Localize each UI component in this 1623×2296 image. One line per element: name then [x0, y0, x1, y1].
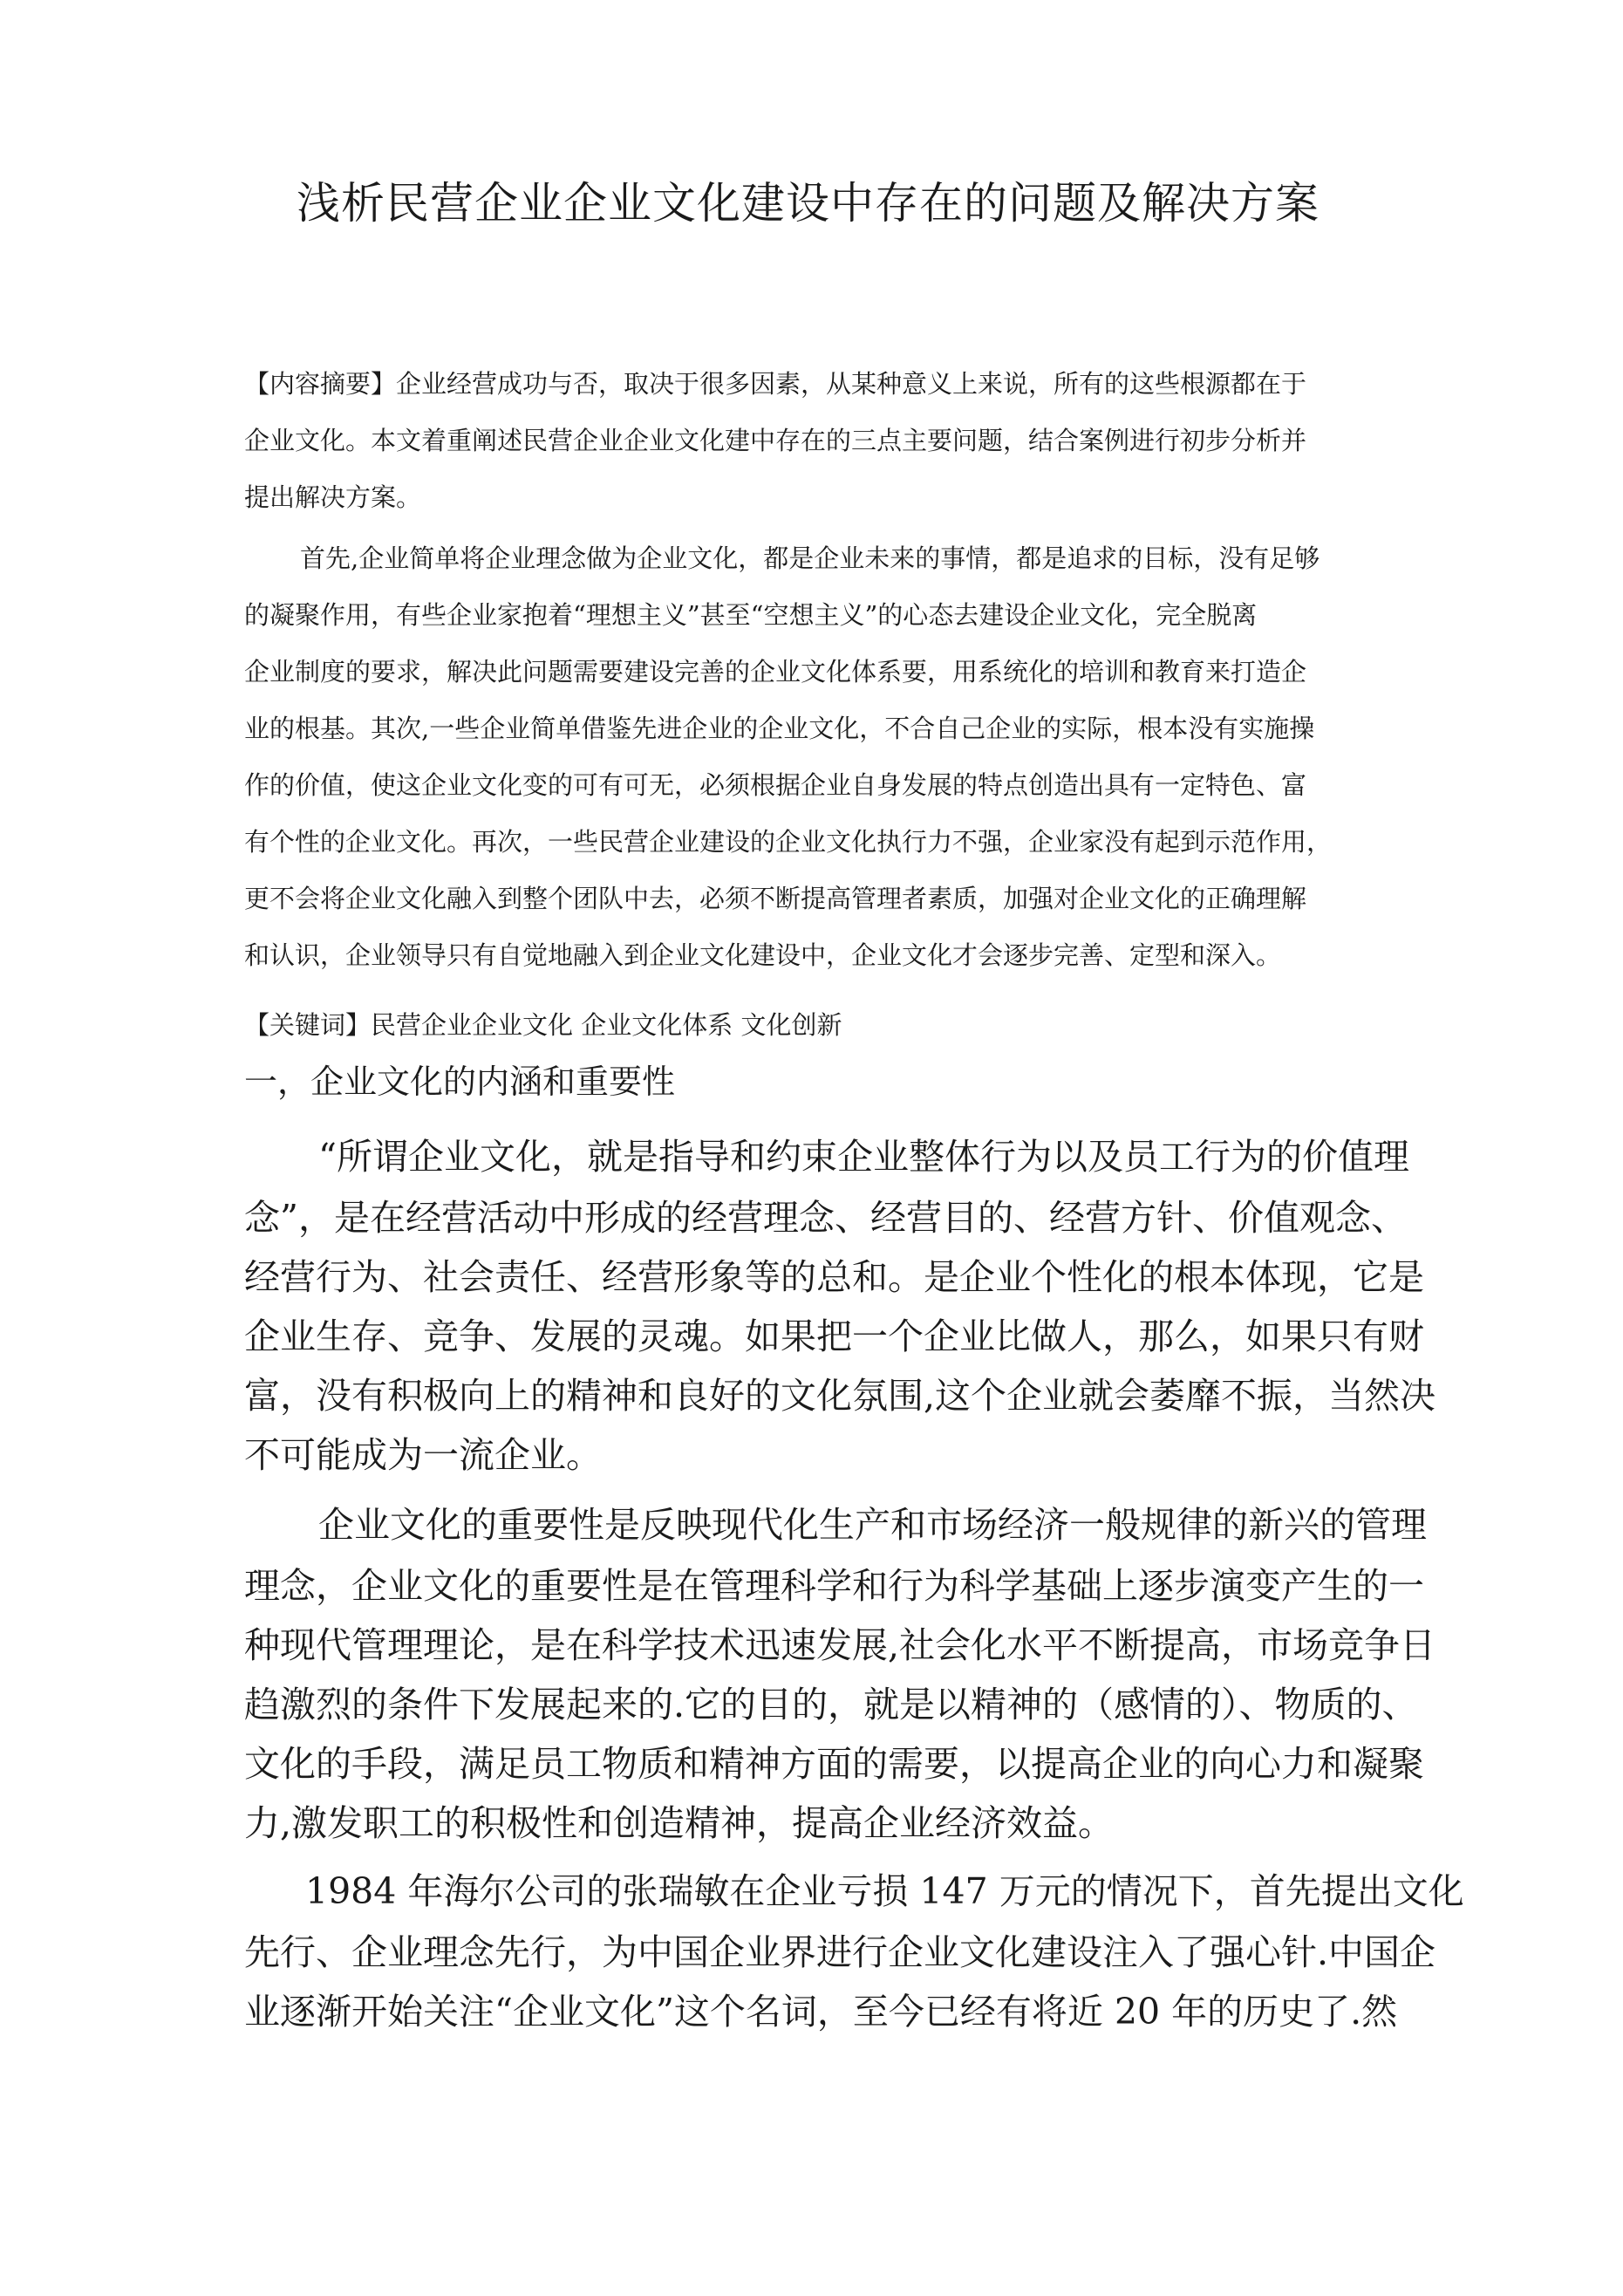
body-line: “所谓企业文化，就是指导和约束企业整体行为以及员工行为的价值理	[318, 1136, 1409, 1178]
abstract-line: 和认识，企业领导只有自觉地融入到企业文化建设中，企业文化才会逐步完善、定型和深入。	[244, 940, 1282, 970]
abstract-line: 企业文化。本文着重阐述民营企业企业文化建中存在的三点主要问题，结合案例进行初步分析并	[244, 426, 1307, 455]
body-line: 念”，是在经营活动中形成的经营理念、经营目的、经营方针、价值观念、	[244, 1197, 1407, 1239]
abstract-line: 【内容摘要】企业经营成功与否，取决于很多因素，从某种意义上来说，所有的这些根源都在于	[244, 369, 1307, 399]
abstract-line: 首先,企业简单将企业理念做为企业文化，都是企业未来的事情，都是追求的目标，没有足够	[300, 543, 1320, 573]
abstract-line: 提出解决方案。	[244, 482, 422, 512]
body-line: 1984 年海尔公司的张瑞敏在企业亏损 147 万元的情况下，首先提出文化	[305, 1870, 1464, 1912]
body-line: 先行、企业理念先行，为中国企业界进行企业文化建设注入了强心针.中国企	[244, 1931, 1436, 1973]
document-title: 浅析民营企业企业文化建设中存在的问题及解决方案	[297, 178, 1320, 229]
body-line: 富，没有积极向上的精神和良好的文化氛围,这个企业就会萎靡不振，当然决	[244, 1375, 1436, 1417]
body-line: 趋激烈的条件下发展起来的.它的目的，就是以精神的（感情的）、物质的、	[244, 1684, 1418, 1725]
abstract-line: 业的根基。其次,一些企业简单借鉴先进企业的企业文化，不合自己企业的实际，根本没有实施操	[244, 714, 1315, 743]
body-line: 理念，企业文化的重要性是在管理科学和行为科学基础上逐步演变产生的一	[244, 1565, 1424, 1607]
section-heading: 一，企业文化的内涵和重要性	[244, 1063, 676, 1101]
body-line: 文化的手段，满足员工物质和精神方面的需要，以提高企业的向心力和凝聚	[244, 1743, 1424, 1785]
body-line: 力,激发职工的积极性和创造精神，提高企业经济效益。	[244, 1802, 1115, 1844]
abstract-line: 更不会将企业文化融入到整个团队中去，必须不断提高管理者素质，加强对企业文化的正确理解	[244, 884, 1307, 913]
body-line: 业逐渐开始关注“企业文化”这个名词，至今已经有将近 20 年的历史了.然	[244, 1991, 1398, 2033]
body-line: 不可能成为一流企业。	[244, 1434, 602, 1476]
body-line: 企业生存、竞争、发展的灵魂。如果把一个企业比做人，那么，如果只有财	[244, 1315, 1424, 1357]
abstract-line: 作的价值，使这企业文化变的可有可无，必须根据企业自身发展的特点创造出具有一定特色、富	[244, 770, 1307, 800]
body-line: 经营行为、社会责任、经营形象等的总和。是企业个性化的根本体现，它是	[244, 1256, 1424, 1298]
abstract-line: 的凝聚作用，有些企业家抱着“理想主义”甚至“空想主义”的心态去建设企业文化，完全脱离	[244, 600, 1258, 630]
body-line: 企业文化的重要性是反映现代化生产和市场经济一般规律的新兴的管理	[318, 1504, 1427, 1546]
abstract-line: 有个性的企业文化。再次，一些民营企业建设的企业文化执行力不强，企业家没有起到示范作用，	[244, 827, 1333, 857]
keywords-line: 【关键词】民营企业企业文化 企业文化体系 文化创新	[244, 1010, 842, 1040]
abstract-line: 企业制度的要求，解决此问题需要建设完善的企业文化体系要，用系统化的培训和教育来打造企	[244, 657, 1307, 687]
body-line: 种现代管理理论，是在科学技术迅速发展,社会化水平不断提高，市场竞争日	[244, 1624, 1436, 1666]
